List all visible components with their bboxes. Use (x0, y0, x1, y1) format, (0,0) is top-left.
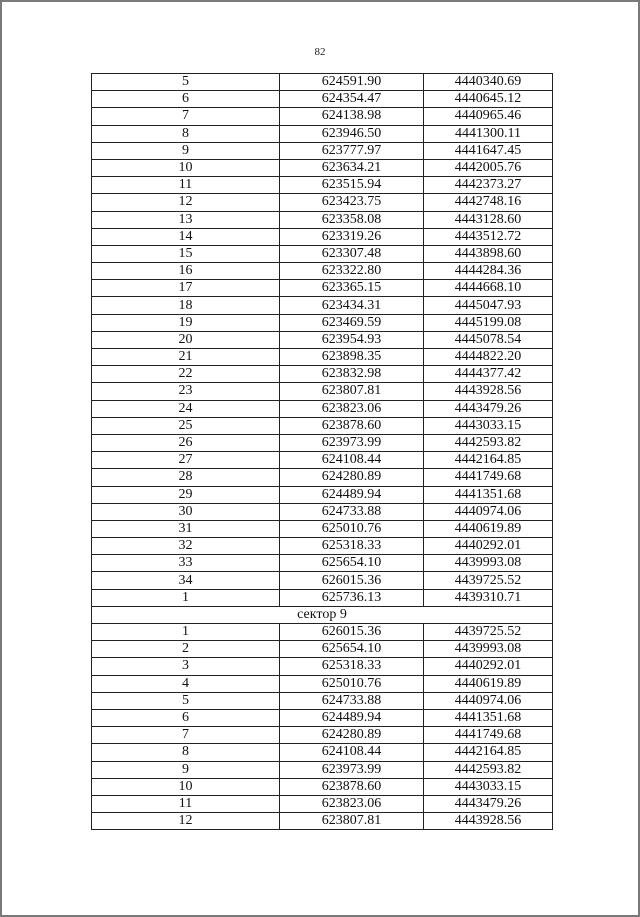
x-coordinate-cell: 624591.90 (280, 74, 424, 91)
table-row (92, 641, 553, 658)
table-row (92, 159, 553, 176)
table-row (92, 761, 553, 778)
table-row (92, 589, 553, 606)
y-coordinate-cell: 4440974.06 (424, 503, 553, 520)
point-number-cell: 4 (92, 675, 280, 692)
point-number-cell: 15 (92, 245, 280, 262)
section-title: сектор 9 (92, 606, 553, 623)
table-row (92, 572, 553, 589)
table-row (92, 108, 553, 125)
point-number-cell: 5 (92, 692, 280, 709)
point-number-cell: 6 (92, 709, 280, 726)
y-coordinate-cell: 4443033.15 (424, 417, 553, 434)
x-coordinate-cell: 623898.35 (280, 349, 424, 366)
y-coordinate-cell: 4441647.45 (424, 142, 553, 159)
y-coordinate-cell: 4440292.01 (424, 538, 553, 555)
point-number-cell: 27 (92, 452, 280, 469)
y-coordinate-cell: 4440965.46 (424, 108, 553, 125)
table-row (92, 349, 553, 366)
x-coordinate-cell: 623878.60 (280, 778, 424, 795)
y-coordinate-cell: 4442593.82 (424, 434, 553, 451)
table-row (92, 692, 553, 709)
y-coordinate-cell: 4444668.10 (424, 280, 553, 297)
table-row (92, 520, 553, 537)
point-number-cell: 12 (92, 813, 280, 830)
point-number-cell: 22 (92, 366, 280, 383)
point-number-cell: 20 (92, 331, 280, 348)
y-coordinate-cell: 4440619.89 (424, 675, 553, 692)
y-coordinate-cell: 4441300.11 (424, 125, 553, 142)
point-number-cell: 8 (92, 125, 280, 142)
x-coordinate-cell: 624280.89 (280, 469, 424, 486)
x-coordinate-cell: 623515.94 (280, 177, 424, 194)
x-coordinate-cell: 625654.10 (280, 555, 424, 572)
y-coordinate-cell: 4440619.89 (424, 520, 553, 537)
x-coordinate-cell: 625010.76 (280, 520, 424, 537)
x-coordinate-cell: 624138.98 (280, 108, 424, 125)
table-row (92, 813, 553, 830)
point-number-cell: 16 (92, 263, 280, 280)
table-row (92, 675, 553, 692)
x-coordinate-cell: 624733.88 (280, 692, 424, 709)
point-number-cell: 32 (92, 538, 280, 555)
y-coordinate-cell: 4441749.68 (424, 727, 553, 744)
point-number-cell: 24 (92, 400, 280, 417)
y-coordinate-cell: 4440645.12 (424, 91, 553, 108)
table-row (92, 297, 553, 314)
y-coordinate-cell: 4439725.52 (424, 572, 553, 589)
point-number-cell: 11 (92, 177, 280, 194)
y-coordinate-cell: 4442373.27 (424, 177, 553, 194)
point-number-cell: 6 (92, 91, 280, 108)
table-row (92, 245, 553, 262)
y-coordinate-cell: 4440340.69 (424, 74, 553, 91)
point-number-cell: 10 (92, 159, 280, 176)
x-coordinate-cell: 626015.36 (280, 572, 424, 589)
x-coordinate-cell: 623469.59 (280, 314, 424, 331)
x-coordinate-cell: 623777.97 (280, 142, 424, 159)
point-number-cell: 10 (92, 778, 280, 795)
x-coordinate-cell: 624489.94 (280, 486, 424, 503)
section-row (92, 606, 553, 623)
y-coordinate-cell: 4443898.60 (424, 245, 553, 262)
x-coordinate-cell: 624354.47 (280, 91, 424, 108)
table-row (92, 744, 553, 761)
table-row (92, 74, 553, 91)
y-coordinate-cell: 4443512.72 (424, 228, 553, 245)
y-coordinate-cell: 4444377.42 (424, 366, 553, 383)
x-coordinate-cell: 624280.89 (280, 727, 424, 744)
table-row (92, 417, 553, 434)
y-coordinate-cell: 4441351.68 (424, 486, 553, 503)
x-coordinate-cell: 624108.44 (280, 452, 424, 469)
x-coordinate-cell: 623358.08 (280, 211, 424, 228)
point-number-cell: 31 (92, 520, 280, 537)
table-row (92, 709, 553, 726)
point-number-cell: 13 (92, 211, 280, 228)
table-row (92, 469, 553, 486)
y-coordinate-cell: 4443479.26 (424, 795, 553, 812)
point-number-cell: 9 (92, 142, 280, 159)
y-coordinate-cell: 4445199.08 (424, 314, 553, 331)
table-row (92, 228, 553, 245)
table-row (92, 400, 553, 417)
table-row (92, 452, 553, 469)
y-coordinate-cell: 4444284.36 (424, 263, 553, 280)
table-row (92, 263, 553, 280)
table-row (92, 538, 553, 555)
table-row (92, 125, 553, 142)
table-row (92, 194, 553, 211)
point-number-cell: 29 (92, 486, 280, 503)
x-coordinate-cell: 626015.36 (280, 624, 424, 641)
y-coordinate-cell: 4443928.56 (424, 813, 553, 830)
x-coordinate-cell: 623973.99 (280, 434, 424, 451)
x-coordinate-cell: 623322.80 (280, 263, 424, 280)
x-coordinate-cell: 623832.98 (280, 366, 424, 383)
y-coordinate-cell: 4442593.82 (424, 761, 553, 778)
y-coordinate-cell: 4439725.52 (424, 624, 553, 641)
point-number-cell: 26 (92, 434, 280, 451)
point-number-cell: 2 (92, 641, 280, 658)
y-coordinate-cell: 4442748.16 (424, 194, 553, 211)
x-coordinate-cell: 624489.94 (280, 709, 424, 726)
table-row (92, 486, 553, 503)
y-coordinate-cell: 4441351.68 (424, 709, 553, 726)
coordinates-table (91, 73, 553, 830)
x-coordinate-cell: 625318.33 (280, 658, 424, 675)
x-coordinate-cell: 623823.06 (280, 795, 424, 812)
table-row (92, 727, 553, 744)
y-coordinate-cell: 4440974.06 (424, 692, 553, 709)
y-coordinate-cell: 4444822.20 (424, 349, 553, 366)
y-coordinate-cell: 4443479.26 (424, 400, 553, 417)
x-coordinate-cell: 623307.48 (280, 245, 424, 262)
x-coordinate-cell: 623634.21 (280, 159, 424, 176)
table-row (92, 434, 553, 451)
table-row (92, 778, 553, 795)
x-coordinate-cell: 623973.99 (280, 761, 424, 778)
coordinates-table-body (92, 74, 553, 830)
document-page (2, 2, 638, 915)
y-coordinate-cell: 4442164.85 (424, 744, 553, 761)
table-row (92, 503, 553, 520)
x-coordinate-cell: 623434.31 (280, 297, 424, 314)
y-coordinate-cell: 4439310.71 (424, 589, 553, 606)
point-number-cell: 3 (92, 658, 280, 675)
point-number-cell: 18 (92, 297, 280, 314)
x-coordinate-cell: 623365.15 (280, 280, 424, 297)
x-coordinate-cell: 624733.88 (280, 503, 424, 520)
table-row (92, 177, 553, 194)
y-coordinate-cell: 4443033.15 (424, 778, 553, 795)
x-coordinate-cell: 625010.76 (280, 675, 424, 692)
point-number-cell: 30 (92, 503, 280, 520)
point-number-cell: 7 (92, 727, 280, 744)
point-number-cell: 11 (92, 795, 280, 812)
point-number-cell: 34 (92, 572, 280, 589)
x-coordinate-cell: 623823.06 (280, 400, 424, 417)
point-number-cell: 7 (92, 108, 280, 125)
page-number: 82 (314, 46, 326, 58)
point-number-cell: 19 (92, 314, 280, 331)
point-number-cell: 9 (92, 761, 280, 778)
x-coordinate-cell: 623423.75 (280, 194, 424, 211)
point-number-cell: 17 (92, 280, 280, 297)
point-number-cell: 21 (92, 349, 280, 366)
y-coordinate-cell: 4439993.08 (424, 641, 553, 658)
point-number-cell: 33 (92, 555, 280, 572)
table-row (92, 366, 553, 383)
table-row (92, 624, 553, 641)
point-number-cell: 25 (92, 417, 280, 434)
table-row (92, 280, 553, 297)
x-coordinate-cell: 623319.26 (280, 228, 424, 245)
point-number-cell: 12 (92, 194, 280, 211)
x-coordinate-cell: 625736.13 (280, 589, 424, 606)
table-row (92, 658, 553, 675)
x-coordinate-cell: 624108.44 (280, 744, 424, 761)
y-coordinate-cell: 4443928.56 (424, 383, 553, 400)
y-coordinate-cell: 4442005.76 (424, 159, 553, 176)
point-number-cell: 23 (92, 383, 280, 400)
point-number-cell: 28 (92, 469, 280, 486)
x-coordinate-cell: 625654.10 (280, 641, 424, 658)
x-coordinate-cell: 623807.81 (280, 813, 424, 830)
x-coordinate-cell: 623946.50 (280, 125, 424, 142)
y-coordinate-cell: 4439993.08 (424, 555, 553, 572)
x-coordinate-cell: 623954.93 (280, 331, 424, 348)
point-number-cell: 8 (92, 744, 280, 761)
table-row (92, 383, 553, 400)
table-row (92, 795, 553, 812)
table-row (92, 314, 553, 331)
y-coordinate-cell: 4441749.68 (424, 469, 553, 486)
point-number-cell: 14 (92, 228, 280, 245)
table-row (92, 91, 553, 108)
x-coordinate-cell: 623807.81 (280, 383, 424, 400)
point-number-cell: 5 (92, 74, 280, 91)
x-coordinate-cell: 623878.60 (280, 417, 424, 434)
table-row (92, 211, 553, 228)
y-coordinate-cell: 4445078.54 (424, 331, 553, 348)
x-coordinate-cell: 625318.33 (280, 538, 424, 555)
table-row (92, 142, 553, 159)
y-coordinate-cell: 4445047.93 (424, 297, 553, 314)
y-coordinate-cell: 4440292.01 (424, 658, 553, 675)
table-row (92, 331, 553, 348)
table-row (92, 555, 553, 572)
point-number-cell: 1 (92, 624, 280, 641)
y-coordinate-cell: 4442164.85 (424, 452, 553, 469)
y-coordinate-cell: 4443128.60 (424, 211, 553, 228)
point-number-cell: 1 (92, 589, 280, 606)
